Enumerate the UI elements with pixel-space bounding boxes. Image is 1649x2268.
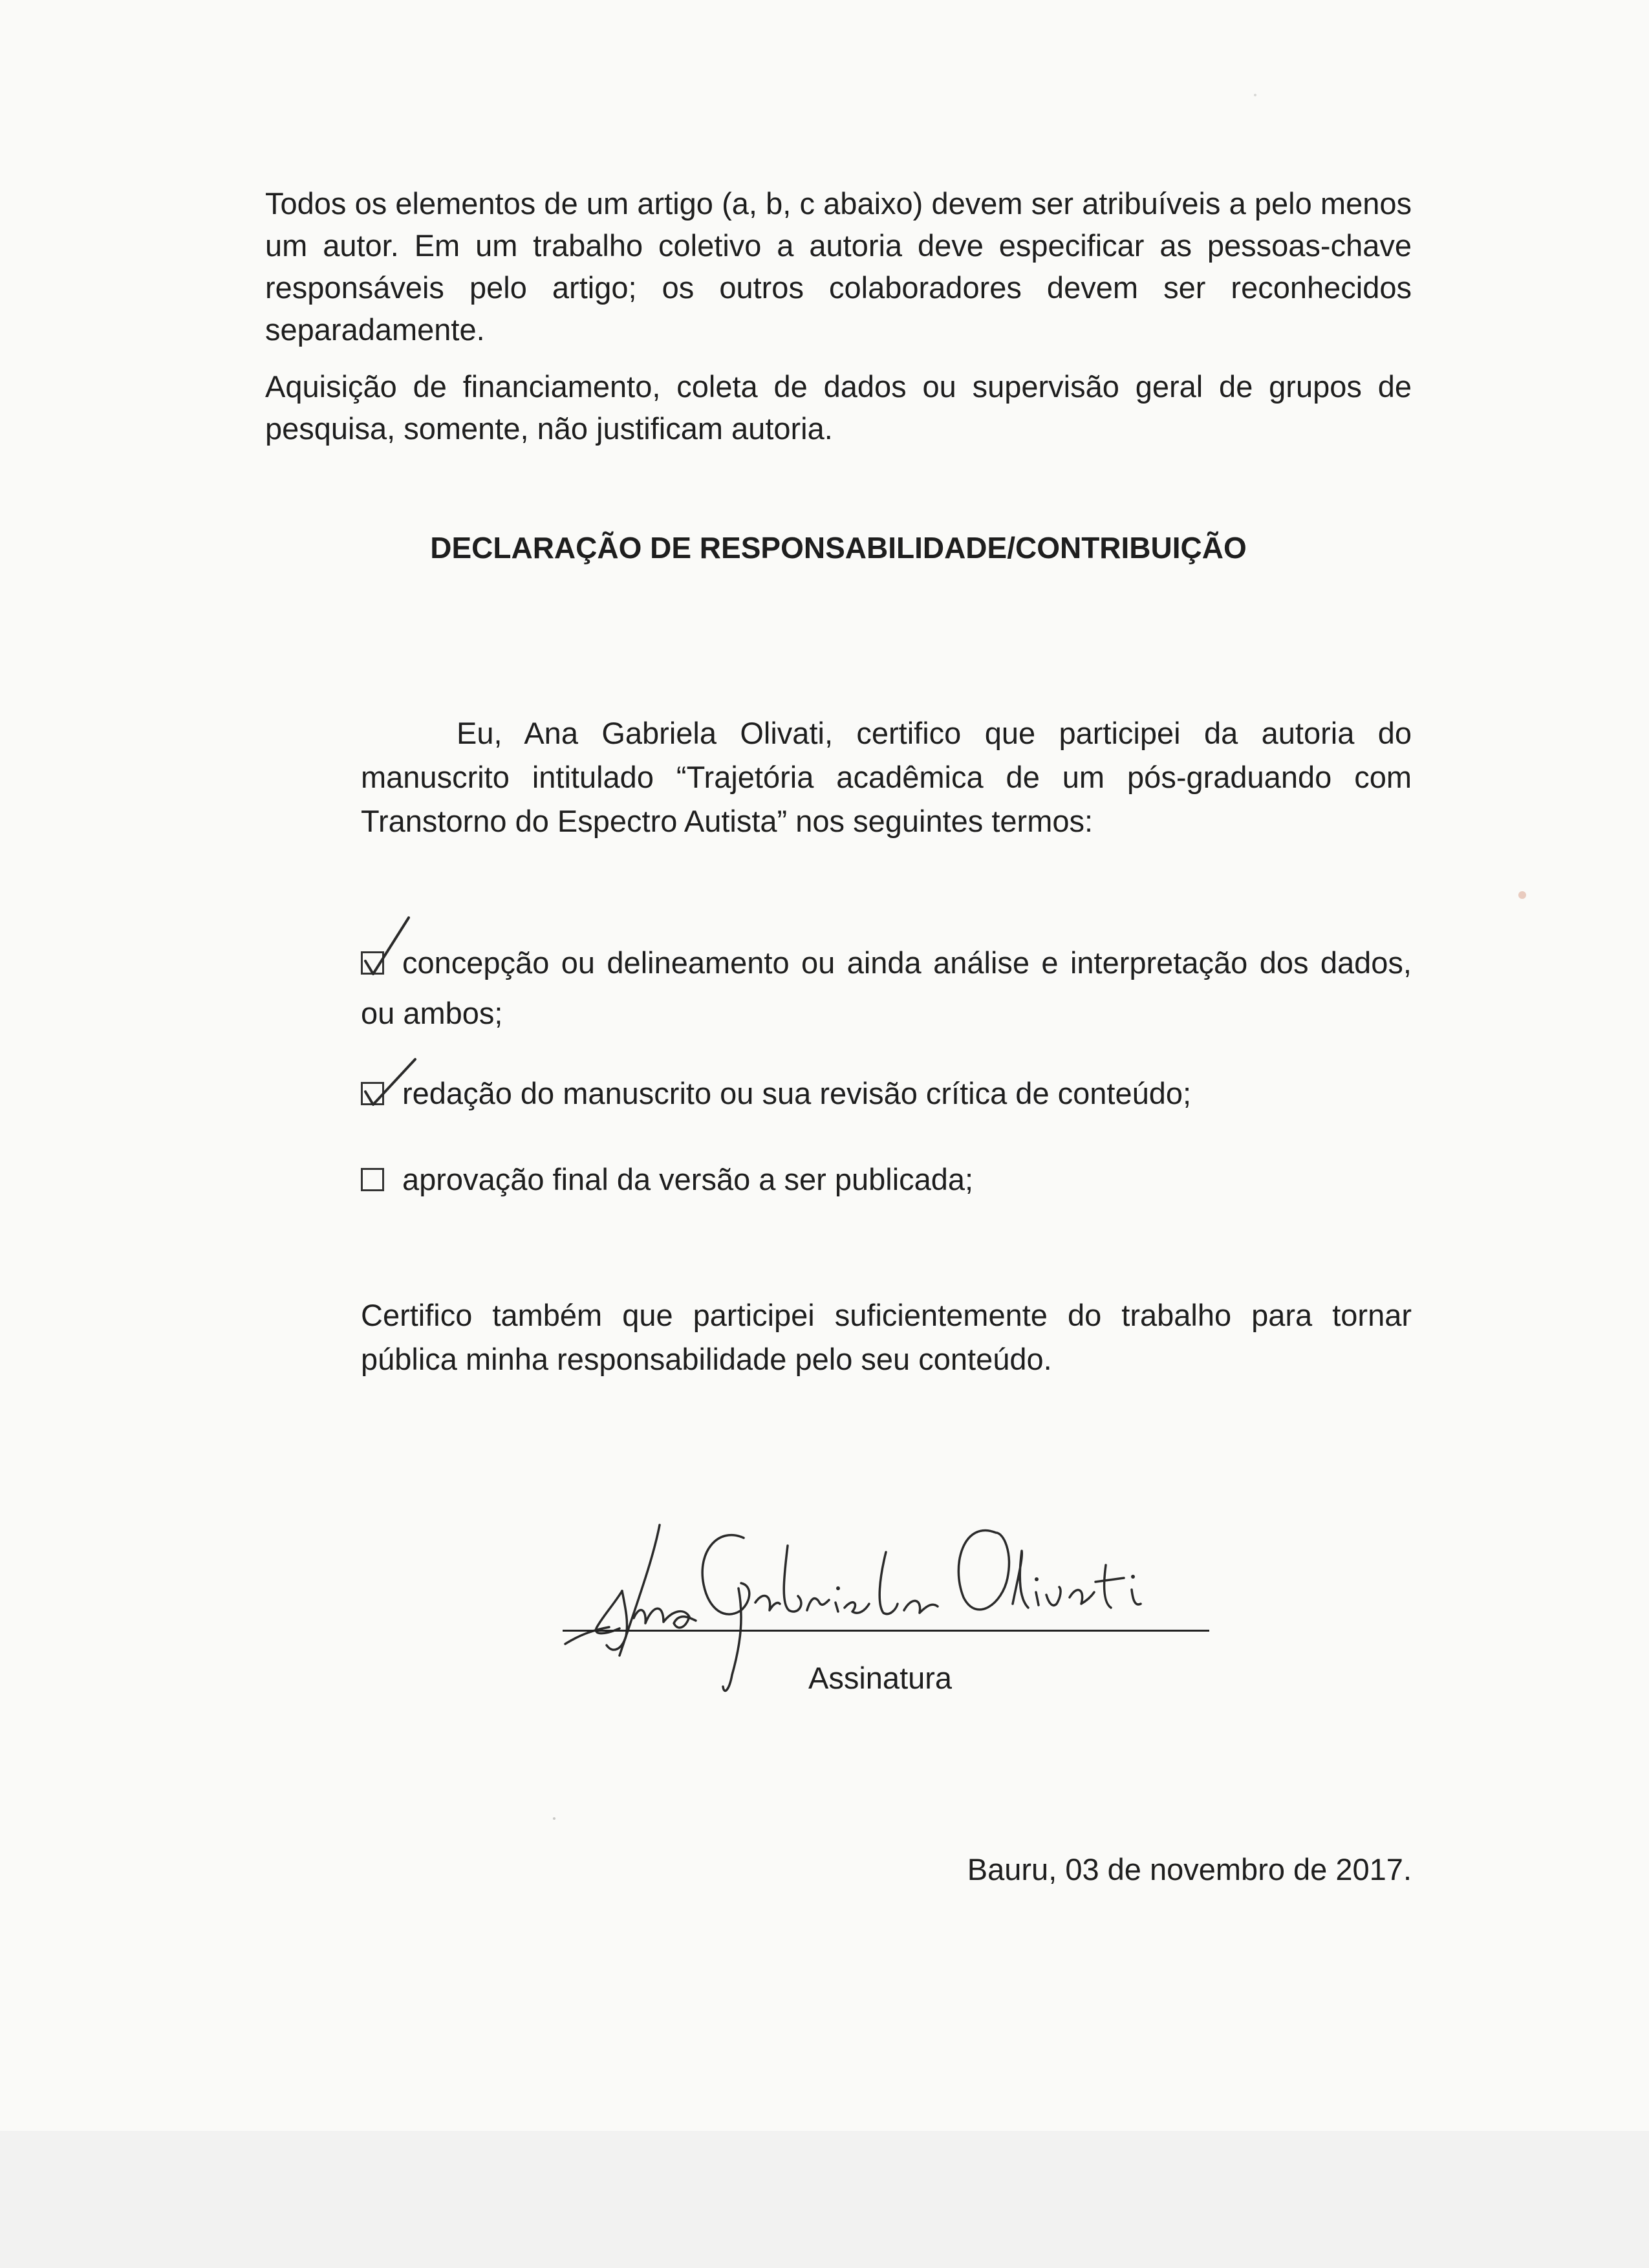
- contribution-item-conception: [361, 938, 1412, 1039]
- contribution-item-approval: [361, 1154, 1412, 1205]
- declaration-paragraph: Eu, Ana Gabriela Olivati, certifico que participei da autoria do manuscrito intitulado “Trajetória acadêmica de um pós-graduando com Transtorno do Espectro Autista” nos seguintes termos:: [361, 716, 1412, 838]
- intro-paragraph-2: Aquisição de financiamento, coleta de dados ou supervisão geral de grupos de pesquisa, somente, não justificam autoria.: [265, 369, 1412, 446]
- declaration-title: DECLARAÇÃO DE RESPONSABILIDADE/CONTRIBUIÇÃO: [430, 531, 1247, 565]
- contribution-item-label: aprovação final da versão a ser publicada;: [402, 1162, 974, 1196]
- paper-speck: [1518, 891, 1526, 899]
- contribution-item-label: concepção ou delineamento ou ainda análise e interpretação dos dados, ou ambos;: [361, 945, 1412, 1030]
- checkbox-checked-icon[interactable]: [361, 1082, 384, 1105]
- place-and-date: Bauru, 03 de novembro de 2017.: [967, 1852, 1412, 1886]
- signature-block: [550, 1507, 1209, 1701]
- handwritten-check-icon: [360, 1045, 418, 1110]
- handwritten-check-icon: [360, 914, 418, 979]
- contribution-item-label: redação do manuscrito ou sua revisão crítica de conteúdo;: [402, 1076, 1192, 1110]
- paper-speck: [1254, 94, 1256, 96]
- signature-label: Assinatura: [808, 1661, 953, 1695]
- signature-line: [563, 1630, 1209, 1632]
- certification-paragraph: Certifico também que participei suficientemente do trabalho para tornar pública minha responsabilidade pelo seu conteúdo.: [361, 1298, 1412, 1376]
- checkbox-empty-icon[interactable]: [361, 1168, 384, 1191]
- contribution-item-writing: [361, 1068, 1412, 1119]
- checkbox-checked-icon[interactable]: [361, 951, 384, 975]
- scan-margin: [0, 2131, 1649, 2268]
- intro-paragraph-1: Todos os elementos de um artigo (a, b, c abaixo) devem ser atribuíveis a pelo menos um autor. Em um trabalho coletivo a autoria deve especificar as pessoas-chave responsáveis pelo artigo; os outros colaboradores devem ser reconhecidos separadamente.: [265, 186, 1412, 347]
- paper-speck: [553, 1817, 555, 1820]
